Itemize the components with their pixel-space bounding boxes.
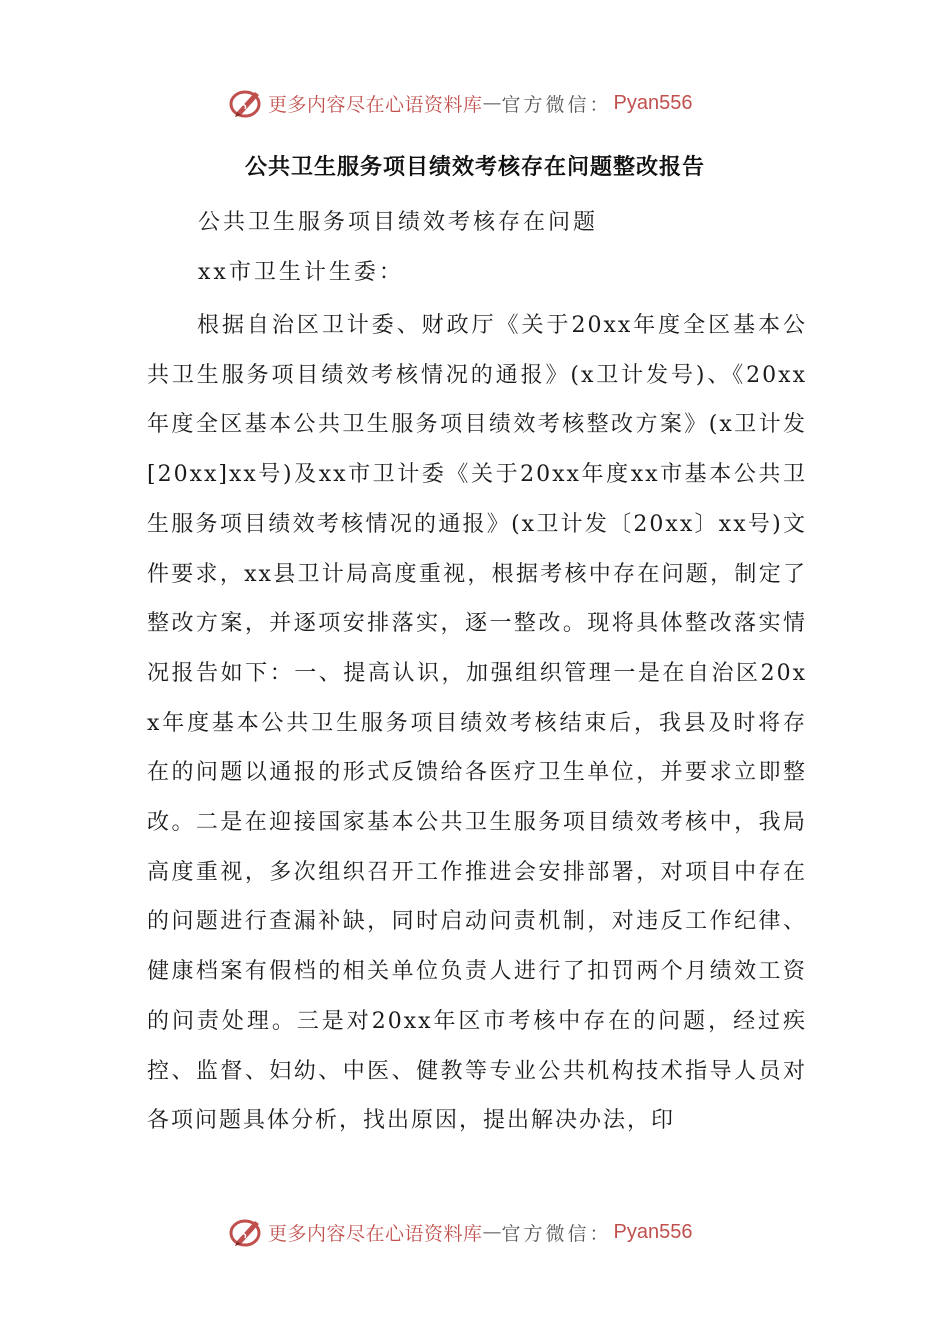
pen-logo-icon — [228, 1214, 264, 1250]
document-salutation: xx市卫生计生委： — [198, 260, 404, 285]
watermark-separator: — — [482, 1221, 502, 1243]
watermark-text: 更多内容尽在心语资料库 — [268, 93, 483, 116]
document-subtitle: 公共卫生服务项目绩效考核存在问题 — [198, 210, 599, 235]
document-title: 公共卫生服务项目绩效考核存在问题整改报告 — [244, 155, 705, 180]
header-watermark — [0, 78, 950, 128]
watermark-text: 更多内容尽在心语资料库 — [268, 1222, 483, 1245]
watermark-official-label: 官方微信： — [501, 93, 612, 116]
footer-watermark — [0, 1207, 950, 1257]
watermark-official-label: 官方微信： — [501, 1222, 612, 1245]
watermark-separator: — — [482, 92, 502, 114]
watermark-wechat-id: Pyan556 — [613, 91, 693, 114]
document-body: 根据自治区卫计委、财政厅《关于20xx年度全区基本公共卫生服务项目绩效考核情况的通报》(x卫计发号)、《20xx年度全区基本公共卫生服务项目绩效考核整改方案》(x卫计发[20xx]xx号)及xx市卫计委《关于20xx年度xx市基本公共卫生服务项目绩效考核情况的通报》(x卫计发〔20xx〕xx号)文件要求，xx县卫计局高度重视，根据考核中存在问题，制定了整改方案，并逐项安排落实，逐一整改。现将具体整改落实情况报告如下：一、提高认识，加强组织管理一是在自治区20xx年度基本公共卫生服务项目绩效考核结束后，我县及时将存在的问题以通报的形式反馈给各医疗卫生单位，并要求立即整改。二是在迎接国家基本公共卫生服务项目绩效考核中，我局高度重视，多次组织召开工作推进会安排部署，对项目中存在的问题进行查漏补缺，同时启动问责机制，对违反工作纪律、健康档案有假档的相关单位负责人进行了扣罚两个月绩效工资的问责处理。三是对20xx年区市考核中存在的问题，经过疾控、监督、妇幼、中医、健教等专业公共机构技术指导人员对各项问题具体分析，找出原因，提出解决办法，印 — [147, 313, 807, 1134]
pen-logo-icon — [228, 85, 264, 121]
watermark-wechat-id: Pyan556 — [613, 1220, 693, 1243]
